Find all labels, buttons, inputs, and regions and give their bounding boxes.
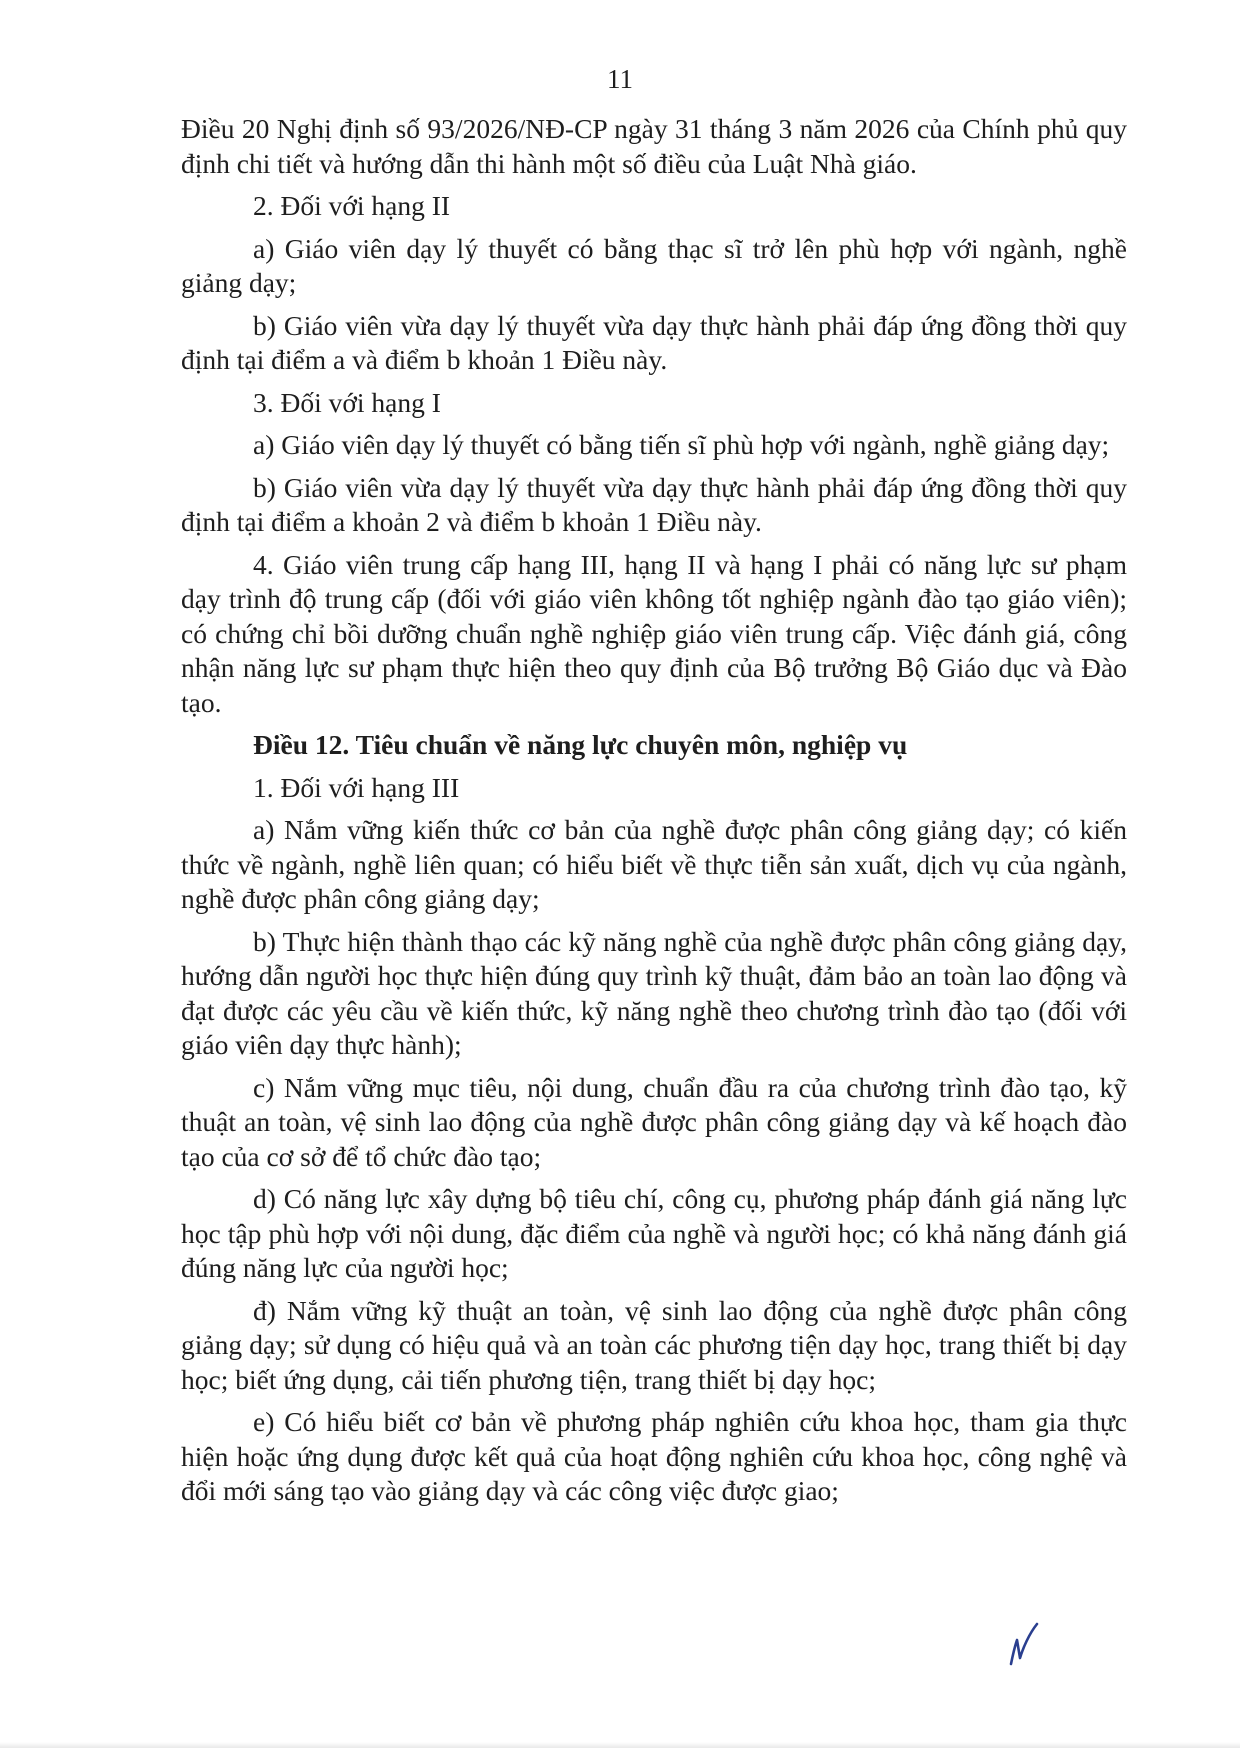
article-12-clause-1-heading: 1. Đối với hạng III xyxy=(253,771,460,803)
article-12-point-d: d) Có năng lực xây dựng bộ tiêu chí, công cụ, phương pháp đánh giá năng lực học tập phù hợp với nội dung, đặc điểm của nghề và người học; có khả năng đánh giá đúng năng lực của người học; xyxy=(181,1183,1127,1283)
article-12-point-e: e) Có hiểu biết cơ bản về phương pháp nghiên cứu khoa học, tham gia thực hiện hoặc ứng dụng được kết quả của hoạt động nghiên cứu khoa học, công nghệ và đổi mới sáng tạo vào giảng dạy và các công việc được giao; xyxy=(181,1406,1127,1506)
scan-bottom-edge xyxy=(0,1742,1240,1748)
document-body xyxy=(181,112,1127,1517)
initial-signature-mark xyxy=(1005,1620,1041,1670)
clause-2-point-a: a) Giáo viên dạy lý thuyết có bằng thạc sĩ trở lên phù hợp với ngành, nghề giảng dạy; xyxy=(181,232,1127,298)
signature-stroke xyxy=(1011,1624,1037,1664)
paragraph-continuation: Điều 20 Nghị định số 93/2026/NĐ-CP ngày 31 tháng 3 năm 2026 của Chính phủ quy định chi tiết và hướng dẫn thi hành một số điều của Luật Nhà giáo. xyxy=(181,113,1127,179)
article-12-point-dd: đ) Nắm vững kỹ thuật an toàn, vệ sinh lao động của nghề được phân công giảng dạy; sử dụng có hiệu quả và an toàn các phương tiện dạy học, trang thiết bị dạy học; biết ứng dụng, cải tiến phương tiện, trang thiết bị dạy học; xyxy=(181,1294,1127,1395)
page-number: 11 xyxy=(607,64,633,94)
clause-3-heading: 3. Đối với hạng I xyxy=(253,386,441,418)
article-12-point-b: b) Thực hiện thành thạo các kỹ năng nghề của nghề được phân công giảng dạy, hướng dẫn người học thực hiện đúng quy trình kỹ thuật, đảm bảo an toàn lao động và đạt được các yêu cầu về kiến thức, kỹ năng nghề theo chương trình đào tạo (đối với giáo viên dạy thực hành); xyxy=(181,925,1127,1060)
article-12-title: Điều 12. Tiêu chuẩn về năng lực chuyên môn, nghiệp vụ xyxy=(253,729,908,760)
clause-3-point-b: b) Giáo viên vừa dạy lý thuyết vừa dạy thực hành phải đáp ứng đồng thời quy định tại điểm a khoản 2 và điểm b khoản 1 Điều này. xyxy=(181,471,1127,537)
clause-3-point-a: a) Giáo viên dạy lý thuyết có bằng tiến sĩ phù hợp với ngành, nghề giảng dạy; xyxy=(253,429,1110,460)
article-12-point-a: a) Nắm vững kiến thức cơ bản của nghề được phân công giảng dạy; có kiến thức về ngành, nghề liên quan; có hiểu biết về thực tiễn sản xuất, dịch vụ của ngành, nghề được phân công giảng dạy; xyxy=(181,814,1127,914)
clause-2-heading: 2. Đối với hạng II xyxy=(253,190,451,221)
clause-2-point-b: b) Giáo viên vừa dạy lý thuyết vừa dạy thực hành phải đáp ứng đồng thời quy định tại điểm a và điểm b khoản 1 Điều này. xyxy=(181,309,1127,375)
article-12-point-c: c) Nắm vững mục tiêu, nội dung, chuẩn đầu ra của chương trình đào tạo, kỹ thuật an toàn, vệ sinh lao động của nghề được phân công giảng dạy và kế hoạch đào tạo của cơ sở để tổ chức đào tạo; xyxy=(181,1071,1127,1172)
clause-4: 4. Giáo viên trung cấp hạng III, hạng II và hạng I phải có năng lực sư phạm dạy trình độ trung cấp (đối với giáo viên không tốt nghiệp ngành đào tạo giáo viên); có chứng chỉ bồi dưỡng chuẩn nghề nghiệp giáo viên trung cấp. Việc đánh giá, công nhận năng lực sư phạm thực hiện theo quy định của Bộ trưởng Bộ Giáo dục và Đào tạo. xyxy=(181,548,1127,718)
